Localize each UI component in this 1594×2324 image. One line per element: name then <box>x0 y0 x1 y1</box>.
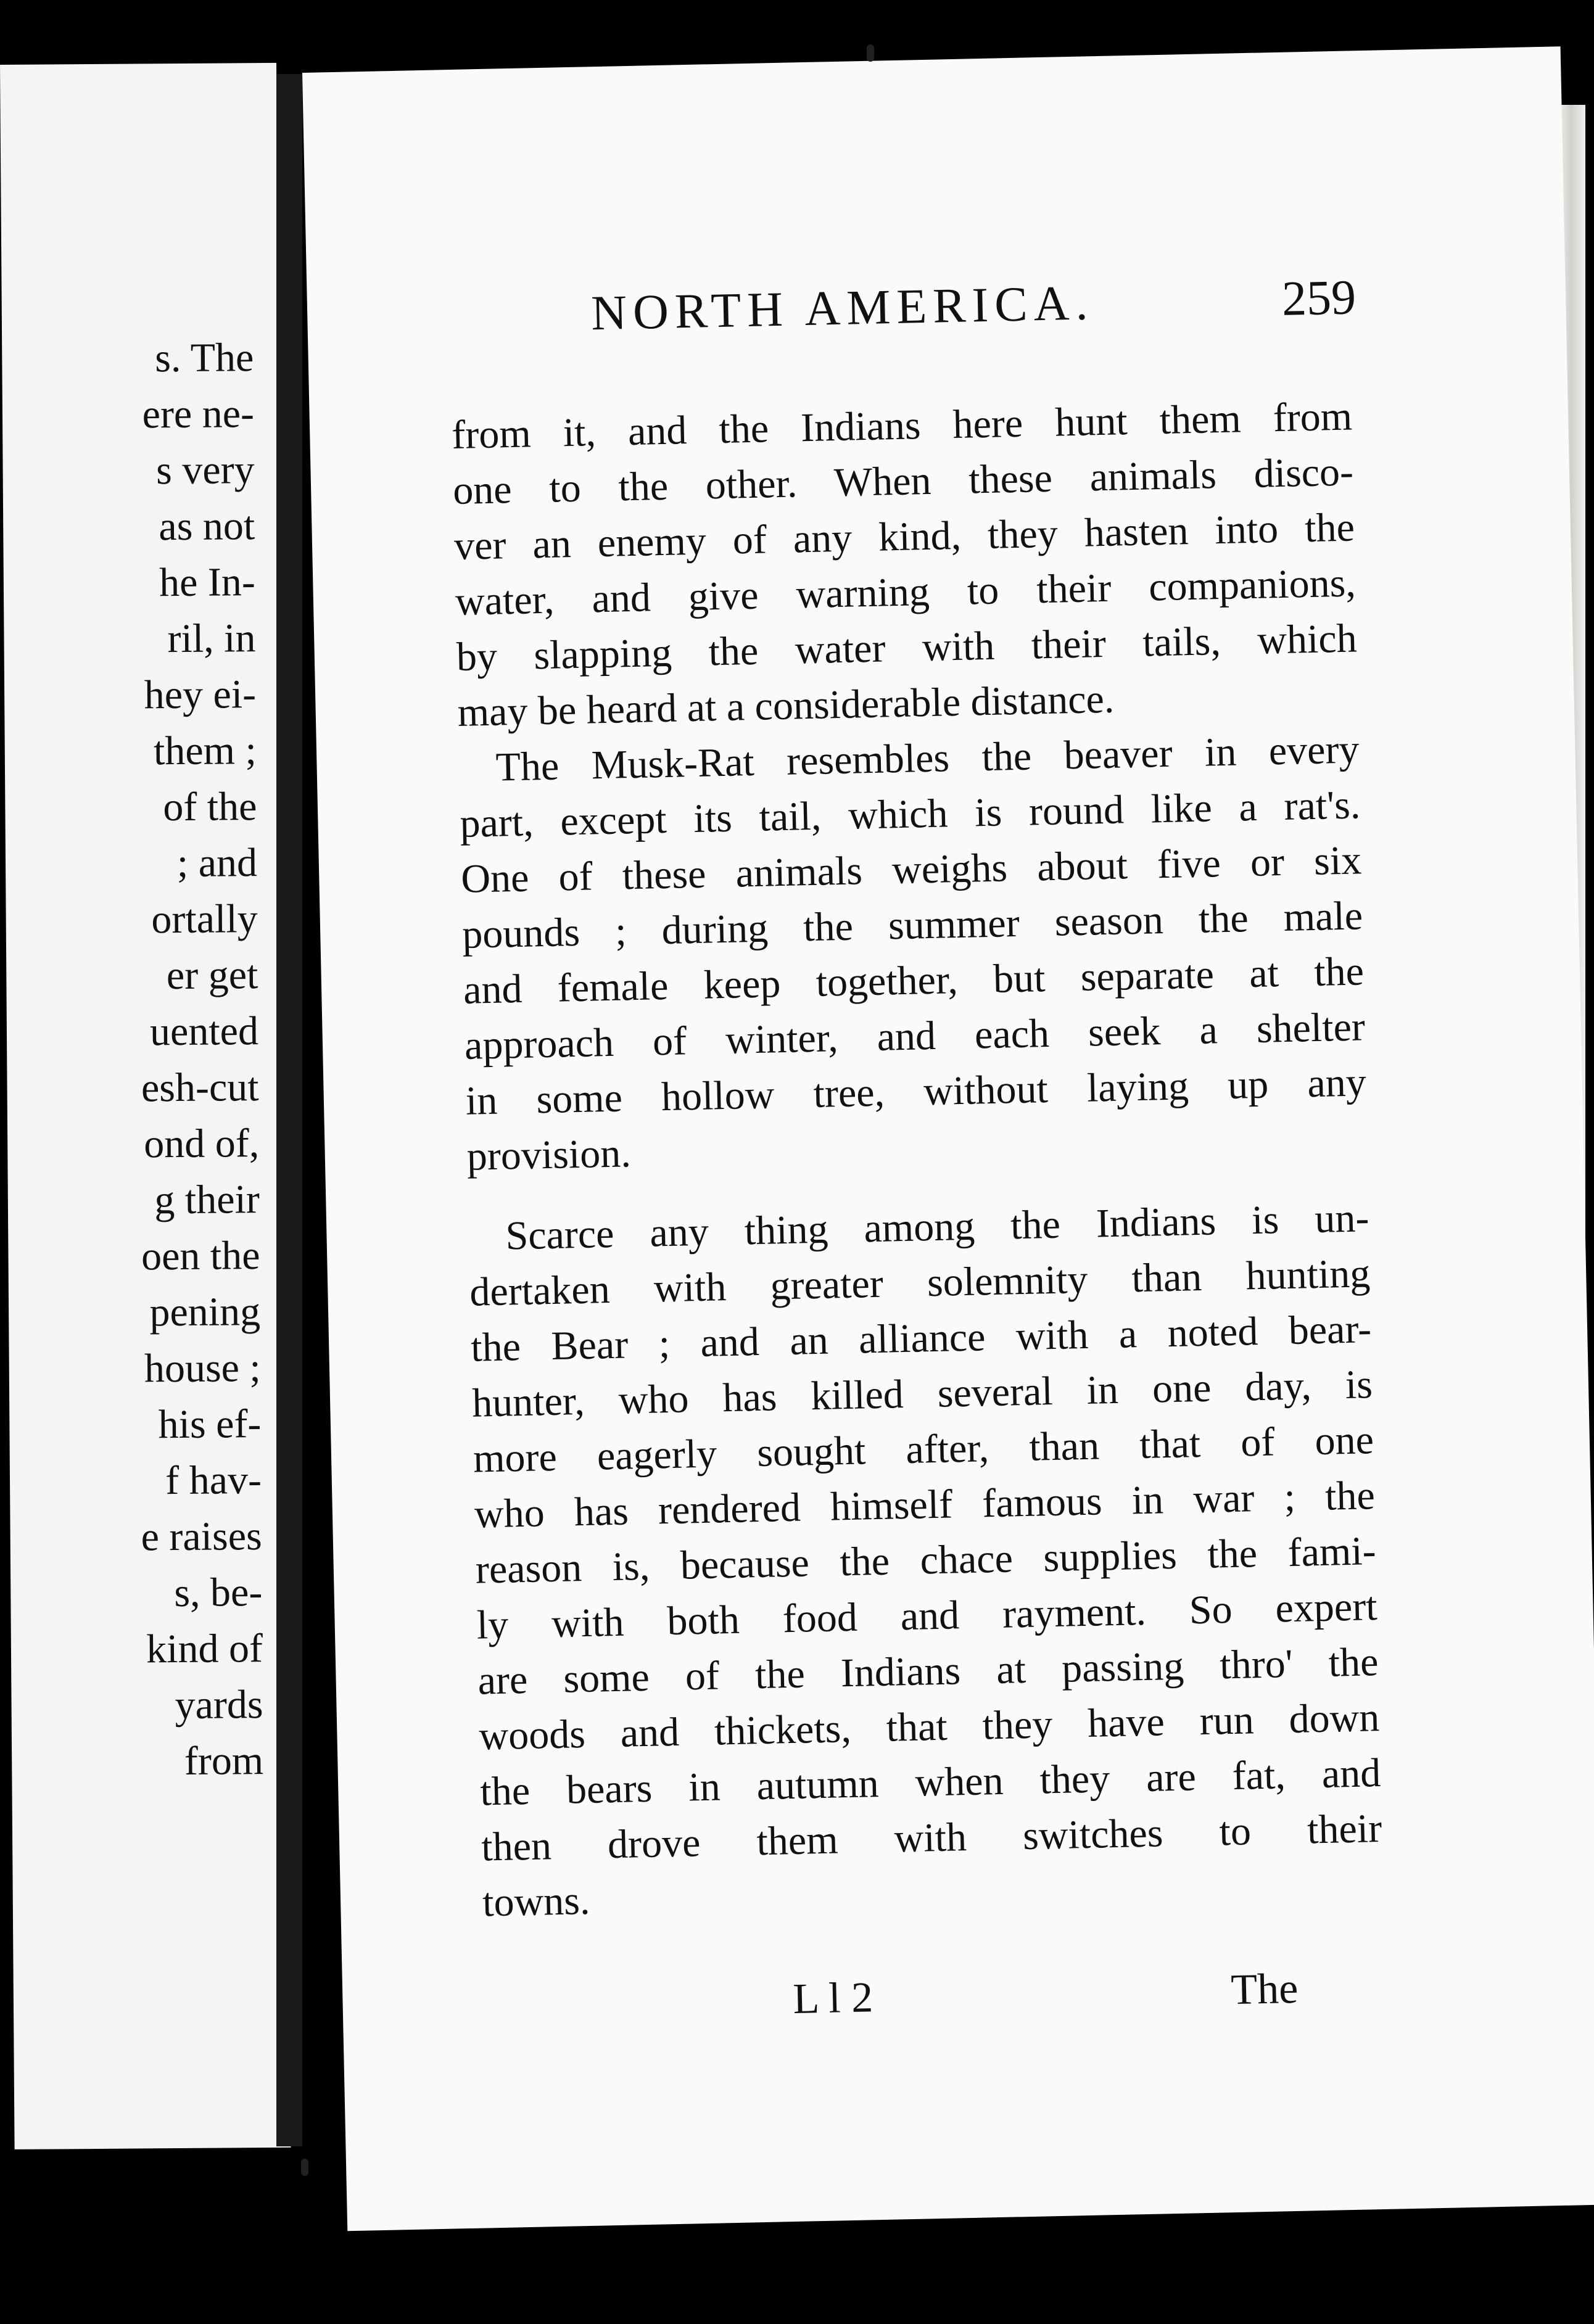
body-text-line: by slapping the water with their tails, which <box>456 616 1358 680</box>
speck <box>867 44 874 62</box>
facing-page-line: uented <box>149 1008 259 1055</box>
facing-page-line: oen the <box>141 1233 260 1279</box>
facing-page <box>0 63 291 2149</box>
facing-page-line: ere ne- <box>142 391 255 437</box>
facing-page-line: his ef- <box>158 1401 262 1448</box>
body-text-line: who has rendered himself famous in war ; the <box>474 1473 1376 1537</box>
facing-page-line: he In- <box>159 559 256 606</box>
facing-page-line: g their <box>154 1177 260 1223</box>
book-page <box>302 46 1594 2231</box>
facing-page-line: house ; <box>144 1345 262 1391</box>
body-text-line: in some hollow tree, without laying up any <box>465 1060 1367 1124</box>
facing-page-line: e raises <box>141 1514 262 1560</box>
body-text-line: pounds ; during the summer season the male <box>461 893 1363 957</box>
page-number: 259 <box>1281 270 1357 326</box>
body-text-line: one to the other. When these animals disco- <box>452 449 1354 514</box>
body-text-line: more eagerly sought after, than that of one <box>473 1417 1374 1481</box>
facing-page-line: ril, in <box>167 616 256 662</box>
facing-page-text <box>0 63 276 1784</box>
facing-page-line: from <box>184 1738 264 1784</box>
body-text-line: reason is, because the chace supplies the fami- <box>475 1528 1377 1593</box>
body-text-line: approach of winter, and each seek a shelter <box>464 1004 1366 1068</box>
body-text-line: One of these animals weighs about five or six <box>460 838 1362 902</box>
facing-page-line: er get <box>166 952 258 999</box>
body-text-line: provision. <box>466 1131 632 1179</box>
facing-page-line: ; and <box>176 840 258 886</box>
facing-page-line: f hav- <box>165 1457 262 1504</box>
body-text-line: ly with both food and rayment. So expert <box>476 1584 1378 1648</box>
body-text-line: from it, and the Indians here hunt them from <box>451 394 1353 458</box>
body-text-line: the Bear ; and an alliance with a noted bear- <box>470 1306 1372 1370</box>
body-text-line: towns. <box>482 1877 591 1926</box>
body-text-line: and female keep together, but separate at the <box>463 949 1365 1013</box>
facing-page-line: ond of, <box>143 1121 260 1167</box>
running-head: NORTH AMERICA. <box>590 276 1095 341</box>
body-text-line: ver an enemy of any kind, they hasten into the <box>453 505 1355 569</box>
facing-page-line: esh-cut <box>141 1065 259 1111</box>
body-text-line: part, except its tail, which is round like a rat's. <box>459 782 1361 846</box>
facing-page-line: s, be- <box>174 1570 263 1616</box>
body-text-line: may be heard at a considerable distance. <box>457 676 1115 735</box>
body-text-line: the bears in autumn when they are fat, and <box>479 1750 1381 1815</box>
signature-mark: L l 2 <box>792 1974 873 2024</box>
facing-page-line: kind of <box>146 1626 263 1672</box>
facing-page-line: as not <box>159 503 255 550</box>
facing-page-line: pening <box>149 1289 261 1335</box>
facing-page-line: s very <box>155 447 255 493</box>
facing-page-line: ortally <box>151 896 258 942</box>
body-text-line: The Musk-Rat resembles the beaver in every <box>495 727 1360 790</box>
facing-page-line: of the <box>163 784 257 830</box>
facing-page-line: yards <box>175 1682 263 1728</box>
body-text-line: then drove them with switches to their <box>481 1805 1382 1870</box>
body-text-line: dertaken with greater solemnity than hunting <box>469 1251 1371 1315</box>
body-text-line: water, and give warning to their companions, <box>455 560 1357 624</box>
catchword: The <box>1230 1964 1299 2014</box>
facing-page-line: them ; <box>153 728 257 774</box>
body-text-line: are some of the Indians at passing thro' the <box>477 1639 1379 1704</box>
facing-page-line: hey ei- <box>144 672 257 718</box>
body-text-line: Scarce any thing among the Indians is un- <box>505 1195 1370 1259</box>
body-text-line: hunter, who has killed several in one day, is <box>471 1362 1373 1426</box>
speck <box>301 2159 308 2176</box>
facing-page-line: s. The <box>154 335 254 381</box>
binding-gutter <box>276 74 302 2146</box>
body-text-line: woods and thickets, that they have run down <box>478 1695 1380 1759</box>
